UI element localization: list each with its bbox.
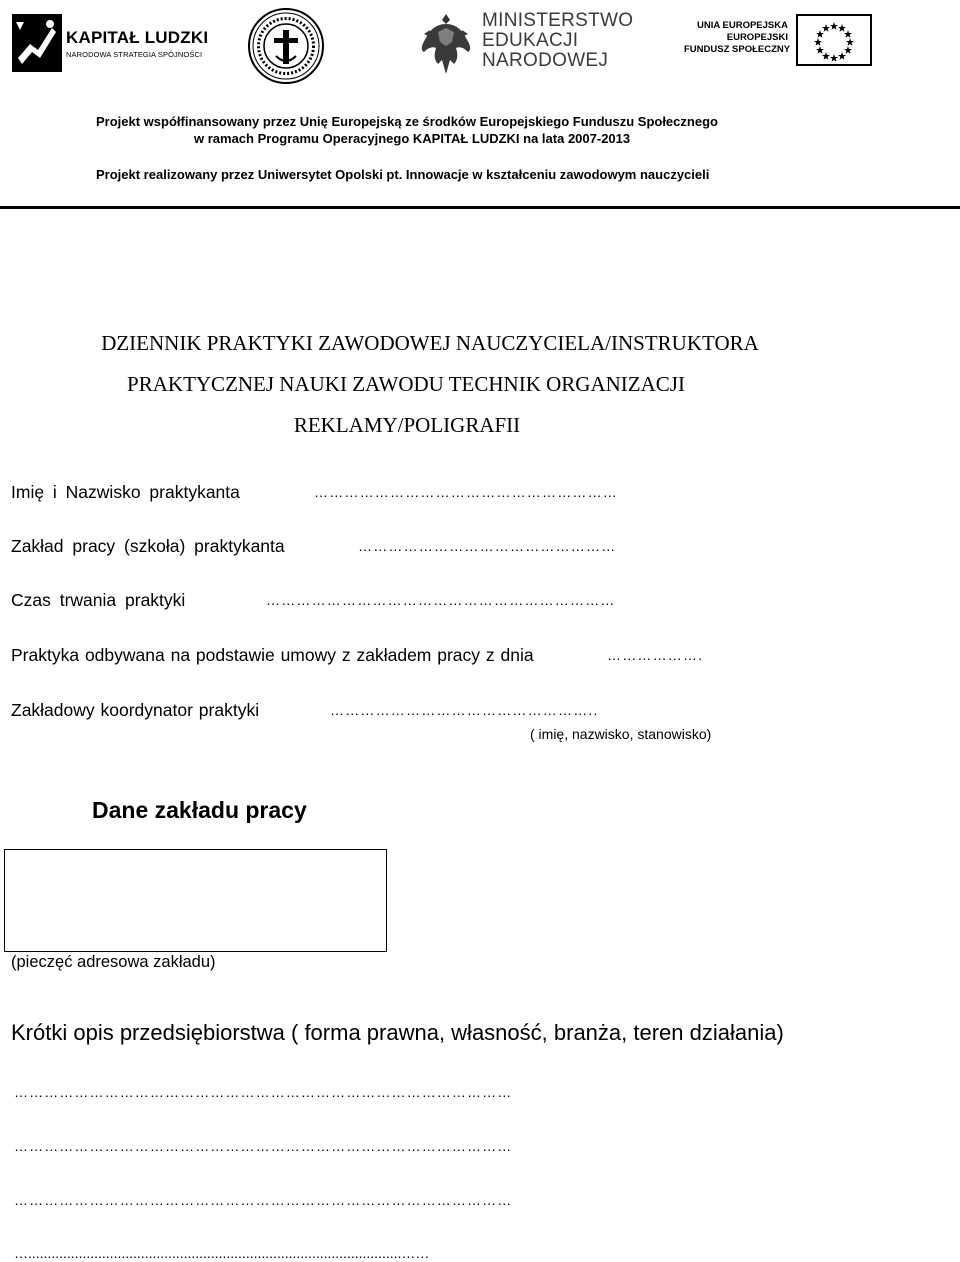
document-title-line-2: PRAKTYCZNEJ NAUKI ZAWODU TECHNIK ORGANIZACJI	[127, 372, 685, 396]
stamp-box[interactable]	[4, 849, 387, 952]
ministry-text	[482, 11, 633, 71]
ministry-line-3: NARODOWEJ	[482, 50, 609, 71]
field-label-duration: Czas trwania praktyki	[11, 590, 186, 610]
project-realization-line: Projekt realizowany przez Uniwersytet Opolski pt. Innowacje w kształceniu zawodowym nauczycieli	[96, 167, 710, 182]
eu-text	[684, 20, 791, 56]
ministry-line-2: EDUKACJI	[482, 30, 579, 51]
header-divider	[0, 206, 960, 209]
stamp-caption: (pieczęć adresowa zakładu)	[11, 953, 216, 971]
description-line-3[interactable]: ………………………………………………………………………………………	[14, 1192, 513, 1208]
kapital-ludzki-logo	[12, 14, 209, 72]
kapital-ludzki-title: KAPITAŁ LUDZKI	[66, 28, 209, 47]
eu-line-2: EUROPEJSKI	[726, 32, 788, 43]
document-title-line-3: REKLAMY/POLIGRAFII	[293, 413, 521, 437]
field-blank-duration[interactable]: ……………………………………………………………	[266, 592, 616, 608]
document-title-line-1: DZIENNIK PRAKTYKI ZAWODOWEJ NAUCZYCIELA/INSTRUKTORA	[101, 331, 759, 355]
university-seal-icon	[246, 6, 326, 86]
field-label-agreement-date: Praktyka odbywana na podstawie umowy z zakładem pracy z dnia	[11, 645, 534, 665]
field-label-workplace: Zakład pracy (szkoła) praktykanta	[11, 536, 285, 556]
field-blank-coordinator[interactable]: ……………………………………………..	[330, 702, 599, 718]
company-data-heading: Dane zakładu pracy	[92, 797, 307, 823]
kapital-ludzki-icon	[12, 14, 62, 72]
kapital-ludzki-subtitle: NARODOWA STRATEGIA SPÓJNOŚCI	[66, 50, 203, 59]
project-program-line: w ramach Programu Operacyjnego KAPITAŁ LUDZKI na lata 2007-2013	[194, 131, 631, 146]
description-line-1[interactable]: ………………………………………………………………………………………	[14, 1084, 513, 1100]
eu-flag	[796, 14, 872, 66]
university-seal	[246, 6, 326, 86]
eagle-emblem-icon	[416, 8, 476, 80]
project-cofinancing-line: Projekt współfinansowany przez Unię Europejską ze środków Europejskiego Funduszu Społecznego	[96, 114, 718, 129]
field-label-name: Imię i Nazwisko praktykanta	[11, 482, 240, 502]
description-heading: Krótki opis przedsiębiorstwa ( forma prawna, własność, branża, teren działania)	[11, 1020, 784, 1045]
field-blank-workplace[interactable]: ……………………………………………	[358, 538, 617, 554]
field-blank-agreement-date[interactable]: ……………….	[607, 647, 704, 663]
description-line-2[interactable]: ………………………………………………………………………………………	[14, 1138, 513, 1154]
field-blank-name[interactable]: ……………………………………………………	[314, 484, 618, 500]
field-label-coordinator: Zakładowy koordynator praktyki	[11, 700, 260, 720]
eu-line-3: FUNDUSZ SPOŁECZNY	[684, 44, 791, 55]
coordinator-hint: ( imię, nazwisko, stanowisko)	[530, 726, 712, 742]
eu-line-1: UNIA EUROPEJSKA	[697, 20, 788, 31]
ministry-logo	[416, 8, 636, 80]
eu-stars-icon	[798, 16, 870, 64]
ministry-line-1: MINISTERSTWO	[482, 10, 634, 31]
description-line-4[interactable]: …................................................................................................……	[14, 1245, 430, 1261]
eu-logo	[684, 14, 874, 68]
